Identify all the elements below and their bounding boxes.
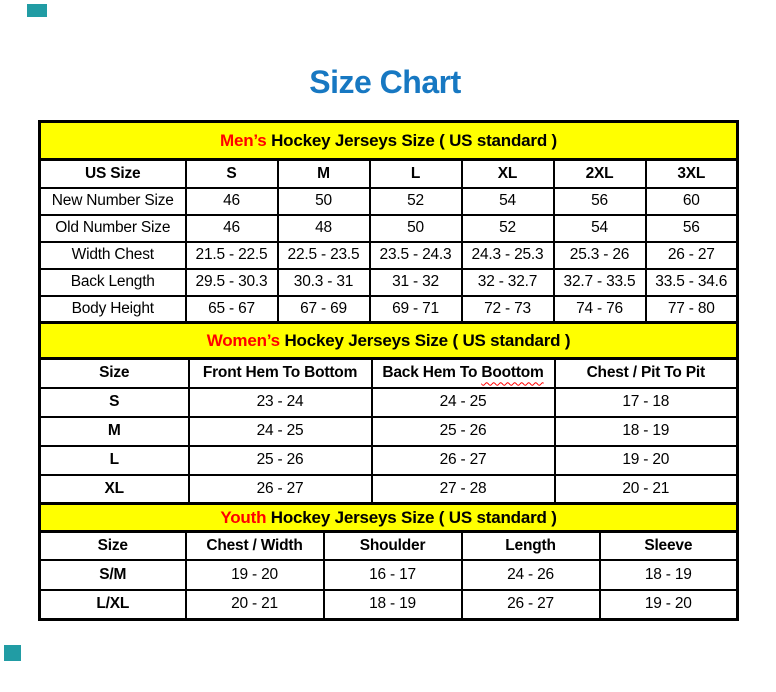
table-cell: 24 - 26 [462,560,600,590]
row-label: M [40,417,189,446]
table-cell: 31 - 32 [370,269,462,296]
table-cell: 50 [370,215,462,242]
table-row [40,269,738,296]
mens-col-s: S [186,160,278,188]
mens-col-l: L [370,160,462,188]
mens-col-2xl: 2XL [554,160,646,188]
table-cell: 25 - 26 [372,417,555,446]
table-cell: 27 - 28 [372,475,555,504]
table-cell: 56 [554,188,646,215]
womens-size-table [38,321,739,505]
table-cell: 17 - 18 [555,388,738,417]
table-row [40,296,738,323]
mens-col-m: M [278,160,370,188]
table-cell: 69 - 71 [370,296,462,323]
table-cell: 33.5 - 34.6 [646,269,738,296]
table-cell: 25 - 26 [189,446,372,475]
mens-col-xl: XL [462,160,554,188]
row-label: S [40,388,189,417]
table-row [40,388,738,417]
table-cell: 25.3 - 26 [554,242,646,269]
back-hem-text: Back Hem To [382,364,482,382]
mens-section-header-row [40,122,738,160]
table-cell: 23.5 - 24.3 [370,242,462,269]
womens-highlight: Women’s [206,330,280,350]
table-cell: 46 [186,215,278,242]
table-row [40,475,738,504]
table-cell: 50 [278,188,370,215]
youth-col-length: Length [462,532,600,560]
table-cell: 46 [186,188,278,215]
mens-col-us-size: US Size [40,160,186,188]
row-label: L [40,446,189,475]
table-cell: 19 - 20 [186,560,324,590]
table-cell: 72 - 73 [462,296,554,323]
youth-col-sleeve: Sleeve [600,532,738,560]
womens-header-rest: Hockey Jerseys Size ( US standard ) [279,330,571,350]
table-cell: 22.5 - 23.5 [278,242,370,269]
table-cell: 48 [278,215,370,242]
table-cell: 23 - 24 [189,388,372,417]
corner-mark-top-left [27,4,47,17]
youth-highlight: Youth [220,507,267,527]
table-cell: 20 - 21 [186,590,324,620]
table-cell: 18 - 19 [324,590,462,620]
womens-section-header-row [40,323,738,359]
row-label: S/M [40,560,186,590]
table-row [40,188,738,215]
misspelled-word: Boottom [481,364,544,382]
row-label: Body Height [40,296,186,323]
table-cell: 24 - 25 [372,388,555,417]
table-cell: 54 [554,215,646,242]
mens-col-3xl: 3XL [646,160,738,188]
youth-col-size: Size [40,532,186,560]
table-cell: 67 - 69 [278,296,370,323]
mens-size-table [38,120,739,324]
table-cell: 20 - 21 [555,475,738,504]
youth-header-rest: Hockey Jerseys Size ( US standard ) [266,507,557,527]
womens-col-back-hem [372,359,555,388]
table-cell: 32.7 - 33.5 [554,269,646,296]
table-cell: 18 - 19 [555,417,738,446]
page-title: Size Chart [309,64,461,100]
table-cell: 24 - 25 [189,417,372,446]
table-cell: 18 - 19 [600,560,738,590]
table-cell: 54 [462,188,554,215]
table-cell: 77 - 80 [646,296,738,323]
table-cell: 19 - 20 [555,446,738,475]
table-cell: 26 - 27 [462,590,600,620]
youth-section-header-row [40,504,738,532]
corner-mark-bottom-left [4,645,21,661]
table-cell: 74 - 76 [554,296,646,323]
row-label: Old Number Size [40,215,186,242]
mens-section-header [40,122,738,160]
table-cell: 16 - 17 [324,560,462,590]
table-cell: 56 [646,215,738,242]
table-cell: 29.5 - 30.3 [186,269,278,296]
table-row [40,560,738,590]
womens-col-chest: Chest / Pit To Pit [555,359,738,388]
youth-size-table [38,502,739,621]
youth-col-shoulder: Shoulder [324,532,462,560]
womens-column-header-row [40,359,738,388]
row-label: Width Chest [40,242,186,269]
table-row [40,590,738,620]
womens-col-front-hem: Front Hem To Bottom [189,359,372,388]
table-cell: 32 - 32.7 [462,269,554,296]
mens-header-rest: Hockey Jerseys Size ( US standard ) [266,130,557,150]
table-cell: 52 [370,188,462,215]
row-label: XL [40,475,189,504]
youth-section-header [40,504,738,532]
table-cell: 30.3 - 31 [278,269,370,296]
table-cell: 19 - 20 [600,590,738,620]
row-label: L/XL [40,590,186,620]
table-row [40,215,738,242]
table-cell: 26 - 27 [372,446,555,475]
youth-column-header-row [40,532,738,560]
table-row [40,417,738,446]
table-cell: 26 - 27 [189,475,372,504]
youth-col-chest-width: Chest / Width [186,532,324,560]
row-label: New Number Size [40,188,186,215]
table-row [40,446,738,475]
table-cell: 24.3 - 25.3 [462,242,554,269]
table-cell: 60 [646,188,738,215]
table-cell: 21.5 - 22.5 [186,242,278,269]
table-cell: 52 [462,215,554,242]
mens-highlight: Men’s [220,130,267,150]
row-label: Back Length [40,269,186,296]
womens-col-size: Size [40,359,189,388]
mens-column-header-row [40,160,738,188]
table-cell: 26 - 27 [646,242,738,269]
table-cell: 65 - 67 [186,296,278,323]
size-tables [38,120,736,621]
table-row [40,242,738,269]
womens-section-header [40,323,738,359]
